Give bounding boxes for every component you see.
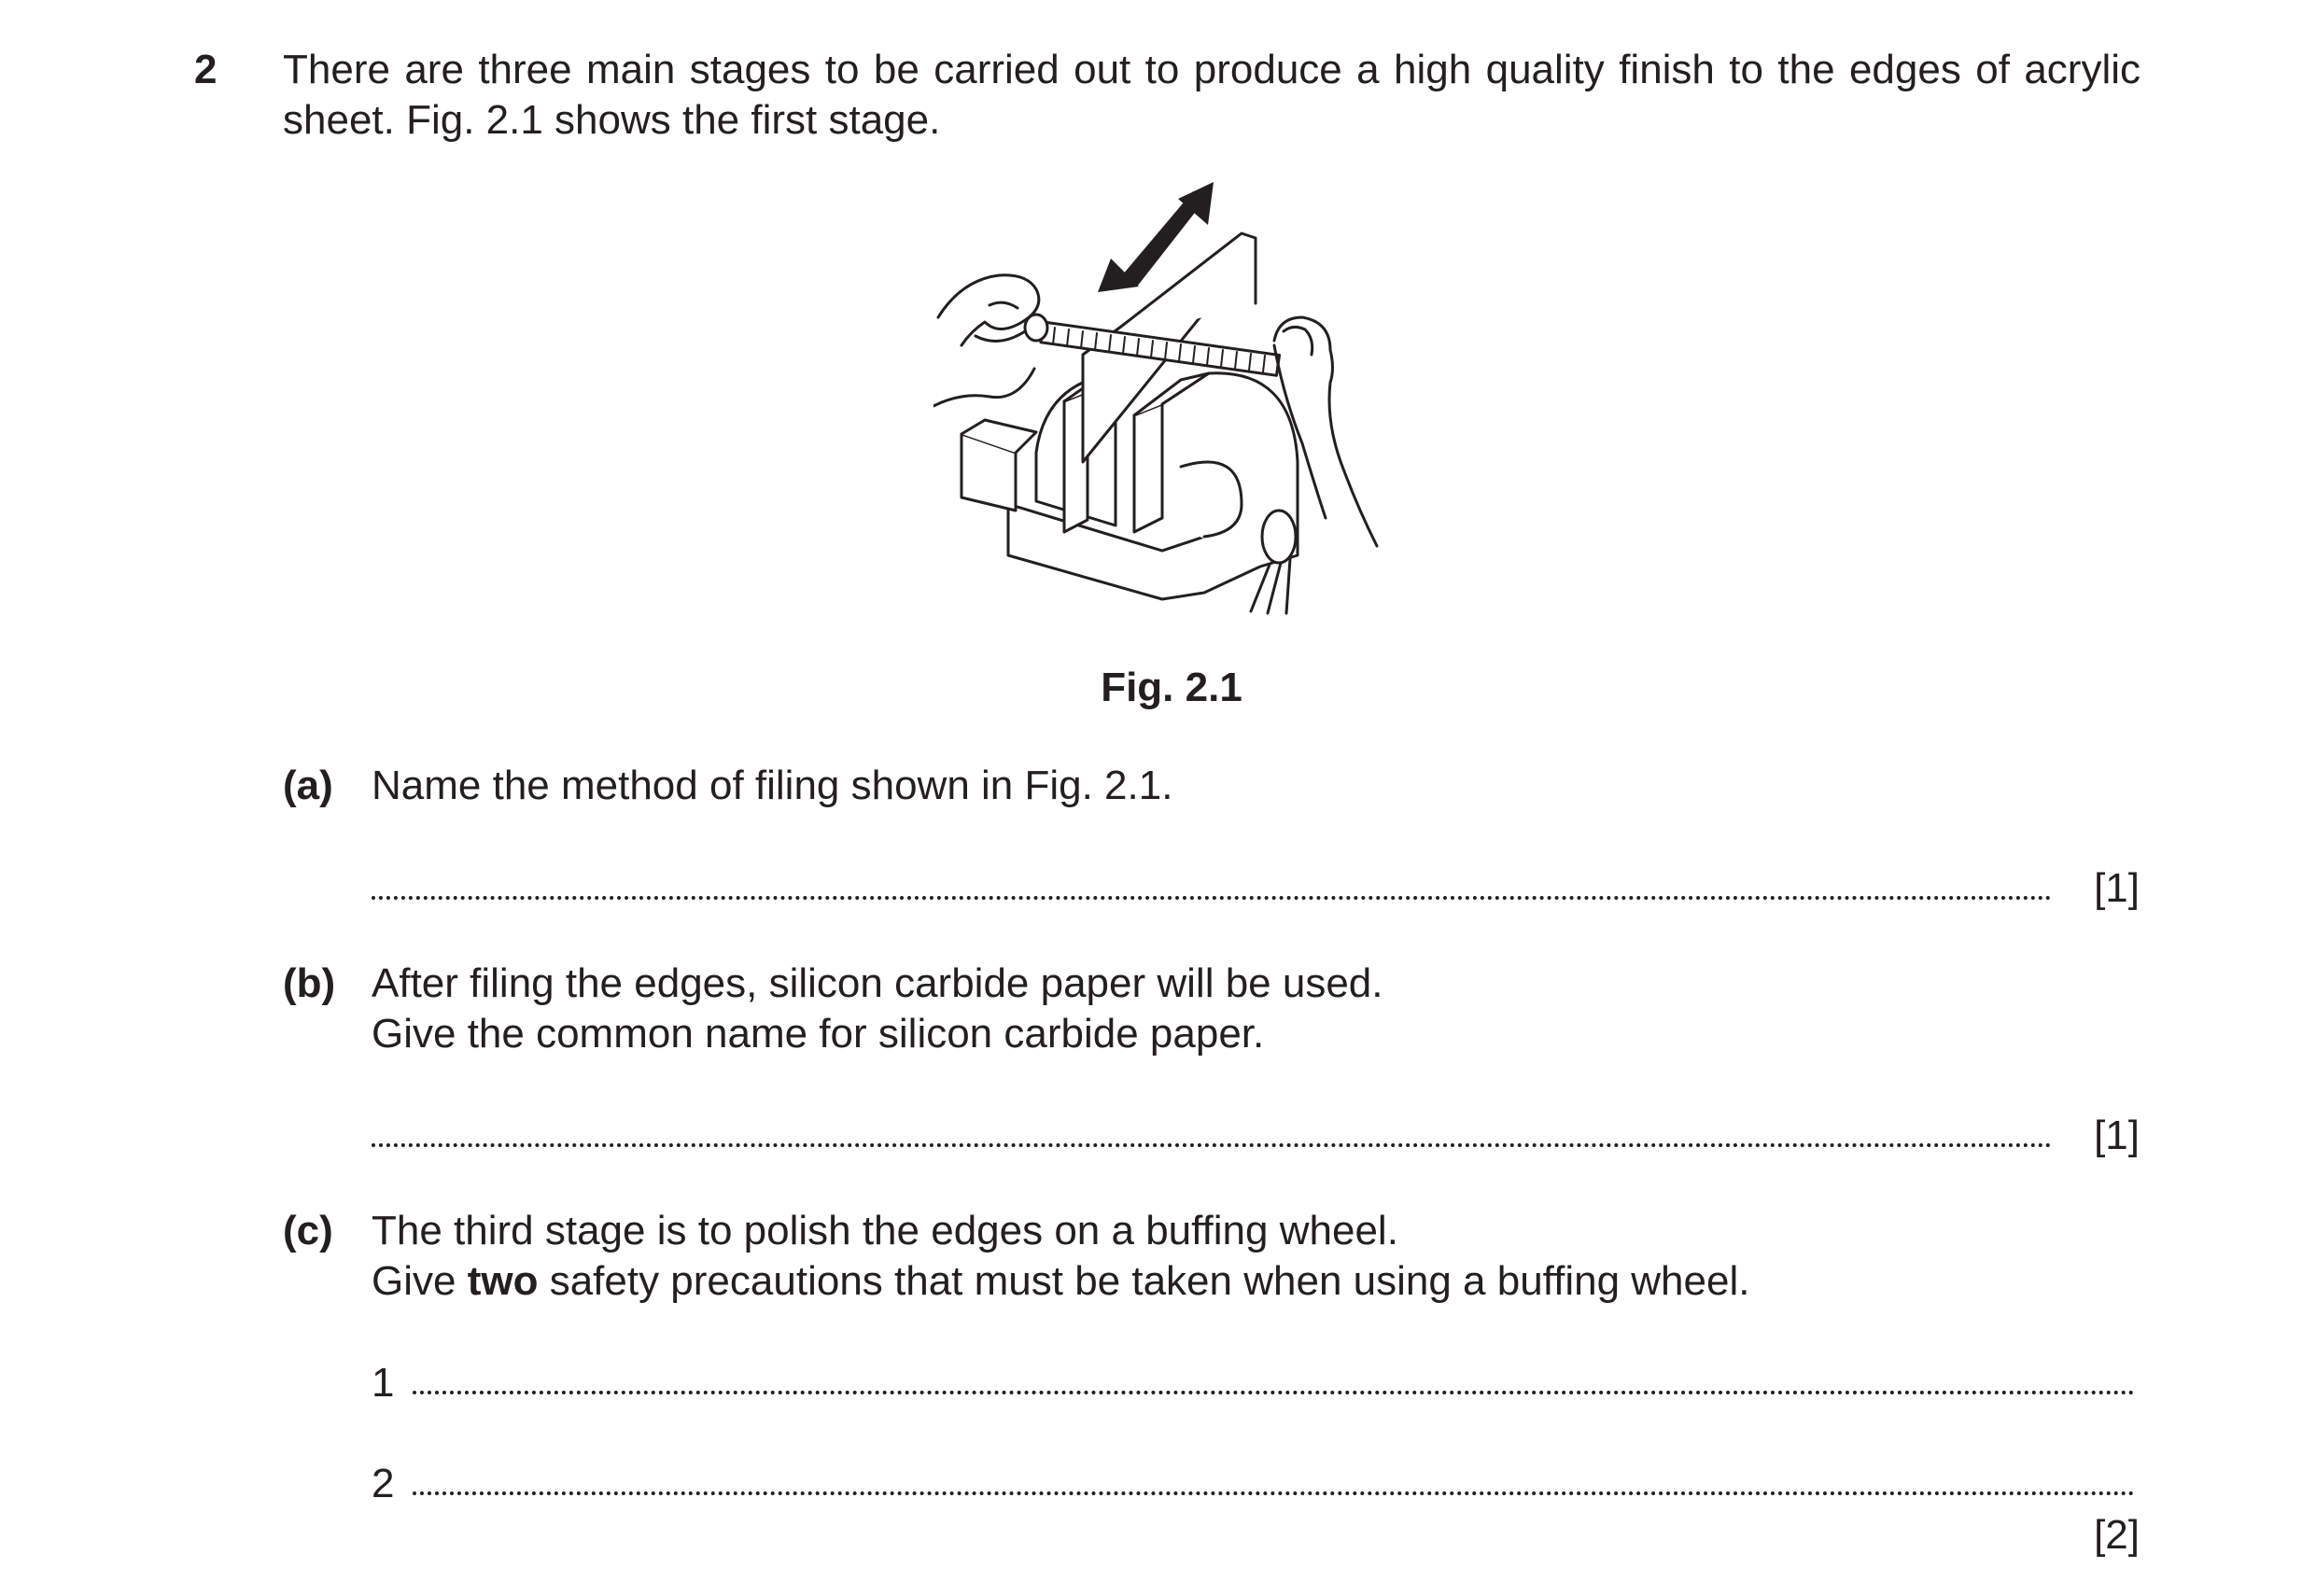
part-a-label: (a)	[283, 763, 333, 808]
part-c-line2-emphasis: two	[467, 1258, 539, 1304]
part-b-answer-line[interactable]	[372, 1143, 2052, 1147]
part-c-line2-post: safety precautions that must be taken when using a buffing wheel.	[538, 1258, 1750, 1304]
vice-filing-illustration	[933, 182, 1410, 616]
part-b-label: (b)	[283, 960, 336, 1006]
part-a-marks: [1]	[2094, 865, 2140, 911]
part-c-answer-2-label: 2	[372, 1461, 395, 1506]
figure-vice-filing	[933, 182, 1410, 616]
question-intro: There are three main stages to be carried out to produce a high quality finish to the edges of acrylic sheet. Fig. 2.1 shows the first stage.	[283, 47, 2141, 143]
part-b-line2: Give the common name for silicon carbide paper.	[372, 1011, 1265, 1057]
part-c-marks: [2]	[2094, 1512, 2140, 1558]
part-c-answer-2-line[interactable]	[413, 1491, 2135, 1495]
part-a-answer-line[interactable]	[372, 896, 2052, 900]
figure-caption: Fig. 2.1	[1101, 665, 1242, 710]
part-c-answer-1-label: 1	[372, 1360, 395, 1406]
part-b-marks: [1]	[2094, 1113, 2140, 1158]
part-c-line2	[372, 1256, 2145, 1307]
part-c-label: (c)	[283, 1208, 333, 1253]
question-number: 2	[194, 47, 218, 92]
part-c-answer-1-line[interactable]	[413, 1391, 2135, 1394]
part-a-question: Name the method of filing shown in Fig. 2.1.	[372, 763, 1173, 808]
part-c-line1: The third stage is to polish the edges on a buffing wheel.	[372, 1208, 1398, 1253]
part-c-line2-pre: Give	[372, 1258, 468, 1304]
part-b-line1: After filing the edges, silicon carbide paper will be used.	[372, 960, 1383, 1006]
